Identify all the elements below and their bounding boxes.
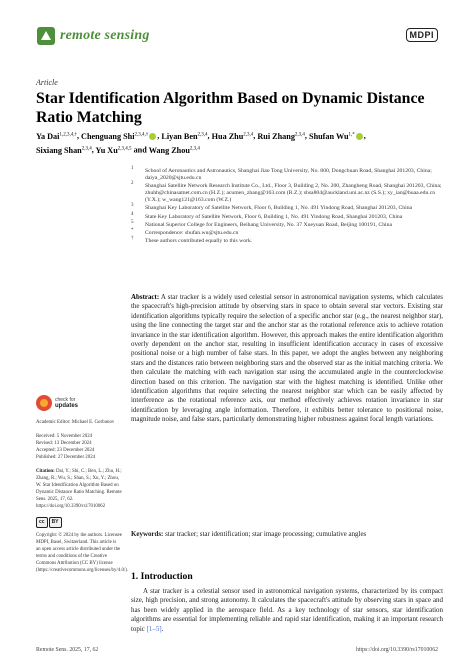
author-list: Ya Dai$^{1,2,3,4,\dagger}$, Chenguang Shi$^{2,3,4,\dagger}$ , Liyan Ben$^{2,3,4}$, Hua Zhu$^{2,3,4}$, Rui Zhang$^{2,3,4}$, Shufan $Wu^{1,*}$ , Sixiang Shan$^{2,3,4}$, Yu Xu$^{2,3,4,5}$ and Wang Zhou$^{2,3,4}$ xyxy=(36,131,366,155)
affiliation: 4 State Key Laboratory of Satellite Network, Floor 6, Building 1, No. 491 Yindong Road, Shanghai 201203, China xyxy=(131,211,403,220)
correspondence: * Correspondence: shufan.wu@sjtu.edu.cn xyxy=(131,227,239,236)
author[interactable]: Sixiang Shan$^{2,3,4}$ xyxy=(36,145,92,155)
author[interactable]: Rui Zhang$^{2,3,4}$ xyxy=(257,131,305,141)
affiliations xyxy=(131,168,443,246)
check-for-updates-button[interactable]: check for updates xyxy=(36,395,122,411)
keywords xyxy=(131,530,443,539)
abstract-text: A star tracker is a widely used celestial sensor in astronomical navigation systems, which calculates the spacecraft's high-precision attitude by observing stars in space to obtain several star vectors. Existing star identification algorithms typically require the selection of a specific anchor star (e.g., the nearest neighbor star), using the line connecting the target star and the anchor star as the rotational reference axis to achieve rotation invariance in the star identification algorithm. However, this approach makes the entire identification algorithm overly dependent on the anchor star, resulting in insufficient identification accuracy in cases of excessive positional noise or a high number of false stars. In this paper, we adopt the angles between any neighboring stars and the distances ratio between neighboring stars and the observed star as the initial matching criteria. We then calculate the matching with each navigation star using the accumulated angle in the counterclockwise direction based on this criterion. The navigation star with the highest matching is identified. Unlike other identification algorithms that require selecting the nearest neighbor star which can be easily affected by interference as the rotational reference axis, our method effectively achieves rotation invariance in star identification by leveraging angle information. Therefore, it exhibits better tolerance to positional noise, magnitude noise, and false stars, particularly demonstrating higher robustness against focal length variations. xyxy=(131,293,443,424)
article-title: Star Identification Algorithm Based on Dynamic Distance Ratio Matching xyxy=(36,90,425,126)
check-updates-icon xyxy=(36,395,52,411)
reference-link[interactable]: [1–5] xyxy=(146,624,162,633)
author[interactable]: Hua Zhu$^{2,3,4}$ xyxy=(211,131,254,141)
sidebar xyxy=(36,395,129,581)
keywords-text: star tracker; star identification; star image processing; cumulative angles xyxy=(165,530,367,538)
equal-contribution-note: † These authors contributed equally to this work. xyxy=(131,235,253,244)
article-type: Article xyxy=(36,78,58,87)
author[interactable]: Yu Xu$^{2,3,4,5}$ xyxy=(95,145,132,155)
author[interactable]: Liyan Ben$^{2,3,4}$ xyxy=(161,131,208,141)
cc-license-badge[interactable]: cc BY xyxy=(36,517,122,528)
orcid-icon[interactable] xyxy=(356,133,363,140)
journal-logo-icon xyxy=(36,26,56,46)
author[interactable]: Chenguang Shi$^{2,3,4,\dagger}$ xyxy=(81,131,149,141)
keywords-label: Keywords: xyxy=(131,530,164,538)
intro-paragraph: A star tracker is a celestial sensor used in astronomical navigation systems, characterized by its compact size, high precision, and strong autonomy. It calculates the spacecraft's attitude by observing stars in space and has been widely applied in the aerospace field. As a key technology of star sensors, star identification algorithms are essential for implementing reliable and rapid star identification, making it an important research topic [1–5]. xyxy=(131,587,443,633)
journal-name: remote sensing xyxy=(60,28,150,43)
history-dates: Received: 5 November 2024 Revised: 13 December 2024 Accepted: 23 December 2024 Published: 27 December 2024 xyxy=(36,434,96,460)
section-heading: 1. Introduction xyxy=(131,571,193,582)
orcid-icon[interactable] xyxy=(149,133,156,140)
copyright: Copyright: © 2024 by the authors. Licensee MDPI, Basel, Switzerland. This article is an open access article distributed under the terms and conditions of the Creative Commons Attribution (CC BY) license (https://creativecommons.org/licenses/by/4.0/). xyxy=(36,533,129,573)
affiliation: 3 Shanghai Key Laboratory of Satellite Network, Floor 6, Building 1, No. 491 Yindong Road, Shanghai 201203, China xyxy=(131,203,413,212)
citation: Citation: Dai, Y.; Shi, C.; Ben, L.; Zhu, H.; Zhang, R.; Wu, S.; Shan, S.; Xu, Y.; Zhou, W. Star Identification Algorithm Based on Dynamic Distance Ratio Matching. Remote Sens. 2025, 17, 62. https://doi.org/10.3390/rs17010062 xyxy=(36,469,122,509)
author[interactable]: Shufan $Wu^{1,*}$ xyxy=(309,131,355,141)
academic-editor: Academic Editor: Michael E. Gorbunov xyxy=(36,420,115,425)
abstract xyxy=(131,293,443,425)
publisher-logo[interactable] xyxy=(406,28,439,42)
abstract-label: Abstract: xyxy=(131,293,160,301)
footer-citation: Remote Sens. 2025, 17, 62 xyxy=(36,647,99,653)
journal-logo[interactable] xyxy=(36,26,150,46)
footer-doi-link[interactable]: https://doi.org/10.3390/rs17010062 xyxy=(355,647,438,653)
author[interactable]: Ya Dai$^{1,2,3,4,\dagger}$ xyxy=(36,131,77,141)
publisher-name: MDPI xyxy=(406,28,439,42)
affiliation: 2 Shanghai Satellite Network Research Institute Co., Ltd., Floor 3, Building 2, No. 200, Zhangheng Road, Shanghai 201203, China; zhuhh@chinasatnet.com.cn (H.Z.); acumen_zhang@163.com (R.Z.); shsa804@auckland.uni.ac.nz (S.S.); xy_ian@buaa.edu.cn (Y.X.); w_wang121@163.com (W.Z.) xyxy=(131,181,442,204)
author[interactable]: Wang Zhou$^{2,3,4}$ xyxy=(148,145,200,155)
affiliation: 1 School of Aeronautics and Astronautics, Shanghai Jiao Tong University, No. 800, Dongchuan Road, Shanghai 201203, China; daiya_2020@sjtu.edu.cn xyxy=(131,166,432,182)
affiliation: 5 National Superior College for Engineers, Beihang University, No. 37 Xueyuan Road, Beijing 100191, China xyxy=(131,219,392,228)
